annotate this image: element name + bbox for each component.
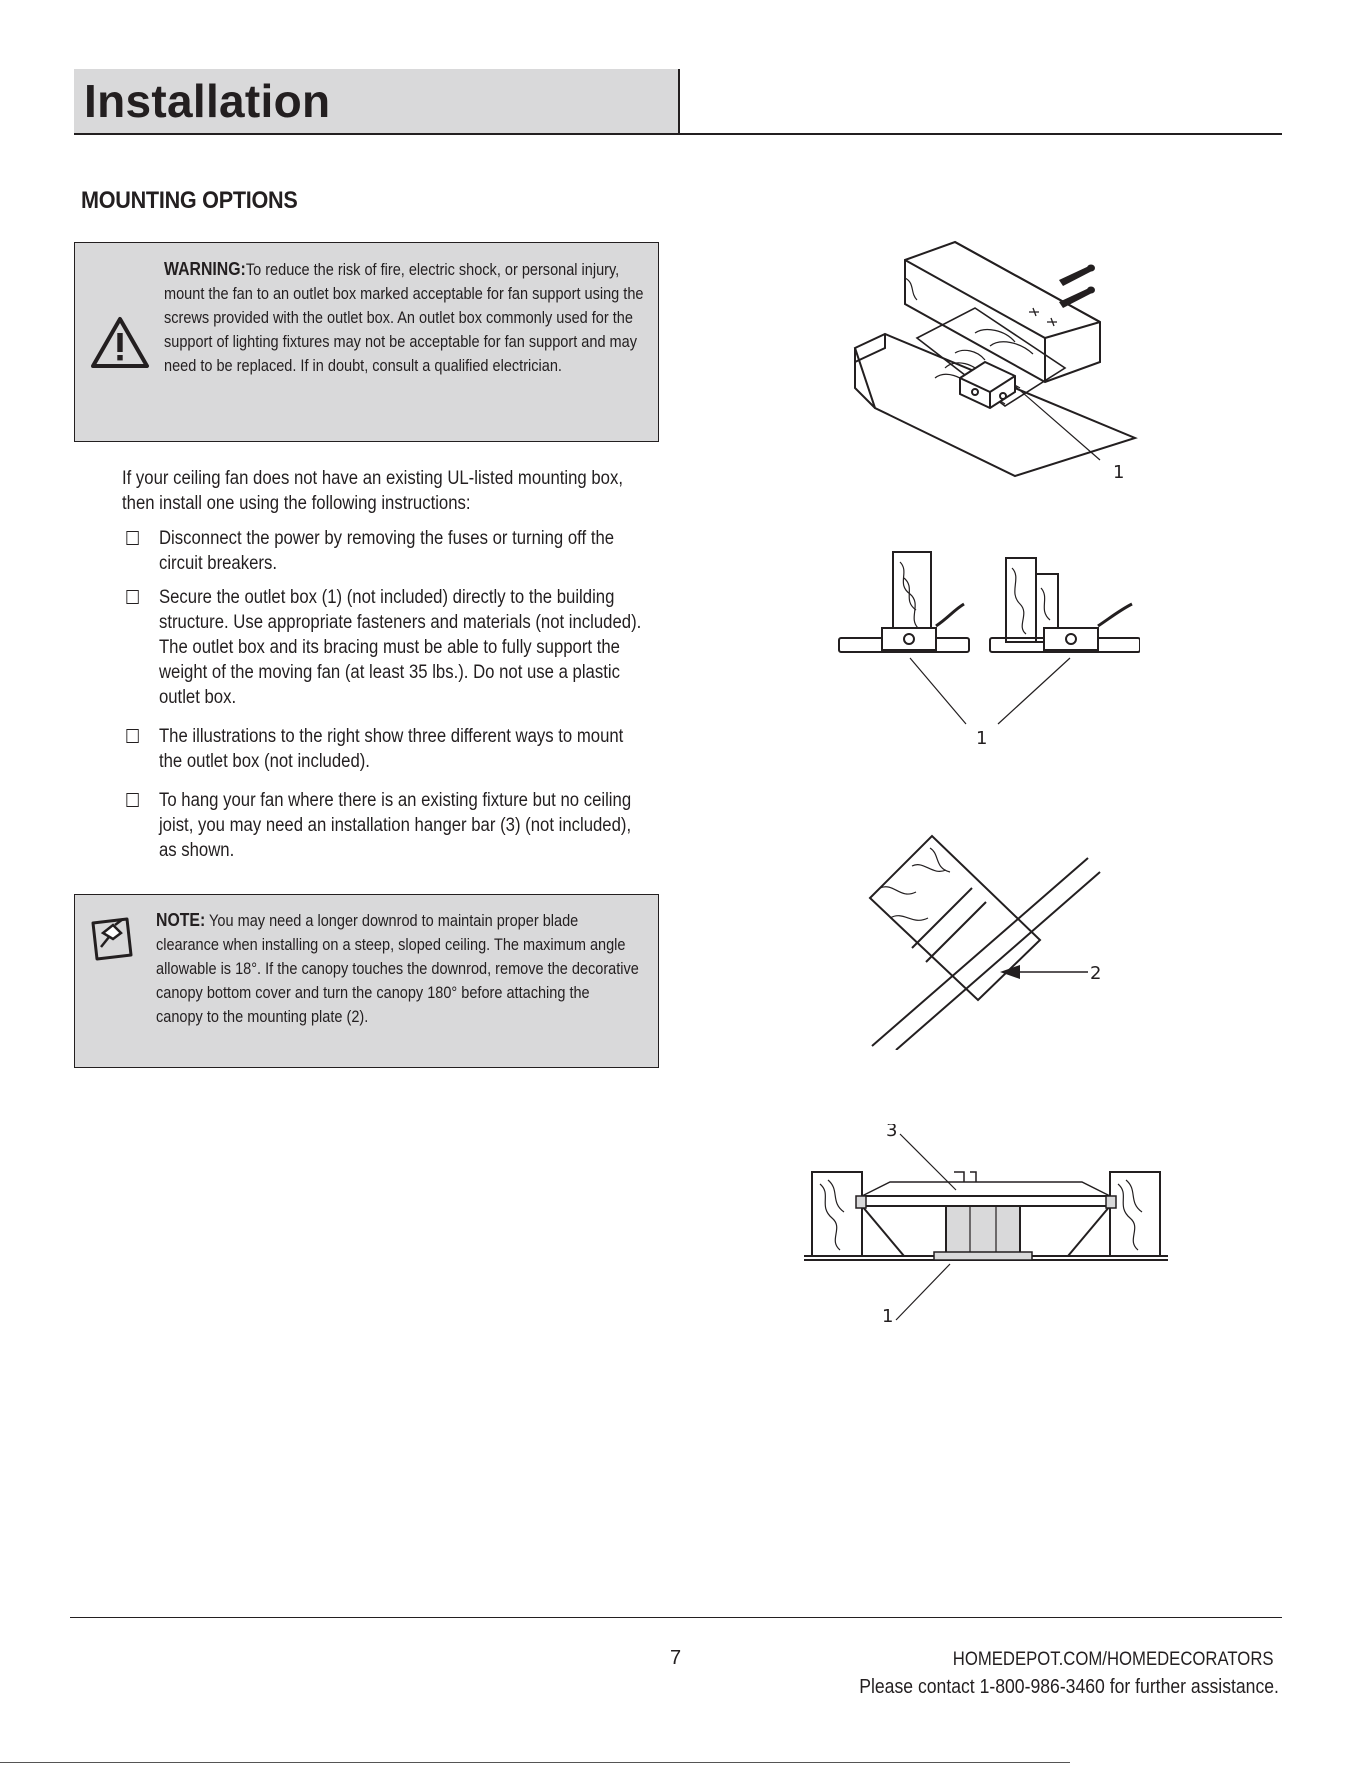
intro-text: If your ceiling fan does not have an existing UL-listed mounting box, then install one using the following instructions:	[122, 468, 623, 514]
checkbox-icon	[126, 590, 138, 604]
instructions	[122, 466, 650, 872]
warning-box	[74, 242, 659, 442]
figure-callout: 3	[886, 1124, 898, 1141]
step-text: The illustrations to the right show three different ways to mount the outlet box (not included).	[158, 726, 624, 772]
footer-rule	[70, 1617, 1282, 1618]
figure-callout: 1	[882, 1306, 894, 1327]
warning-body: To reduce the risk of fire, electric shock, or personal injury, mount the fan to an outlet box marked acceptable for fan support using the screws provided with the outlet box. An outlet box commonly used for the support of lighting fixtures may not be acceptable for fan support and may need to be replaced. If in doubt, consult a qualified electrician.	[164, 261, 644, 375]
step-text: Secure the outlet box (1) (not included) directly to the building structure. Use appropriate fasteners and materials (not included). The outlet box and its bracing must be able to fully support the weight of the moving fan (at least 35 lbs.). Do not use a plastic outlet box.	[158, 587, 642, 708]
figure-joist-outlet-box	[845, 238, 1145, 488]
footer-contact: Please contact 1-800-986-3460 for further assistance.	[859, 1676, 1279, 1698]
header-rule	[74, 133, 1282, 135]
header-divider	[678, 69, 680, 135]
note-body: You may need a longer downrod to maintain proper blade clearance when installing on a steep, sloped ceiling. The maximum angle allowable is 18°. If the canopy touches the downrod, remove the decorative canopy bottom cover and turn the canopy 180° before attaching the canopy to the mounting plate (2).	[156, 912, 639, 1026]
steps-list	[122, 526, 650, 863]
note-box	[74, 894, 659, 1068]
figure-two-joist-mounts	[838, 548, 1140, 750]
list-item	[122, 724, 650, 774]
warning-lead: WARNING:	[164, 259, 246, 279]
page-title: Installation	[84, 75, 331, 127]
note-lead: NOTE:	[156, 910, 206, 930]
note-text	[156, 908, 640, 1029]
footer-url[interactable]: HOMEDEPOT.COM/HOMEDECORATORS	[953, 1649, 1274, 1670]
figure-hanger-bar	[800, 1124, 1172, 1344]
checkbox-icon	[126, 531, 138, 545]
page-number: 7	[670, 1647, 682, 1669]
figure-callout: 2	[1090, 963, 1102, 984]
bottom-rule	[0, 1762, 1070, 1763]
checkbox-icon	[126, 793, 138, 807]
warning-triangle-icon	[89, 315, 151, 371]
figure-callout: 1	[1113, 462, 1125, 483]
figure-sloped-ceiling	[860, 828, 1110, 1050]
figure-callout: 1	[976, 728, 988, 749]
step-text: To hang your fan where there is an existing fixture but no ceiling joist, you may need an installation hanger bar (3) (not included), as shown.	[158, 790, 632, 861]
section-title: MOUNTING OPTIONS	[81, 187, 298, 214]
step-text: Disconnect the power by removing the fuses or turning off the circuit breakers.	[158, 528, 615, 574]
note-pushpin-icon	[87, 911, 137, 963]
list-item	[122, 788, 650, 863]
checkbox-icon	[126, 729, 138, 743]
list-item	[122, 585, 650, 710]
list-item	[122, 526, 650, 576]
warning-text	[164, 257, 648, 378]
